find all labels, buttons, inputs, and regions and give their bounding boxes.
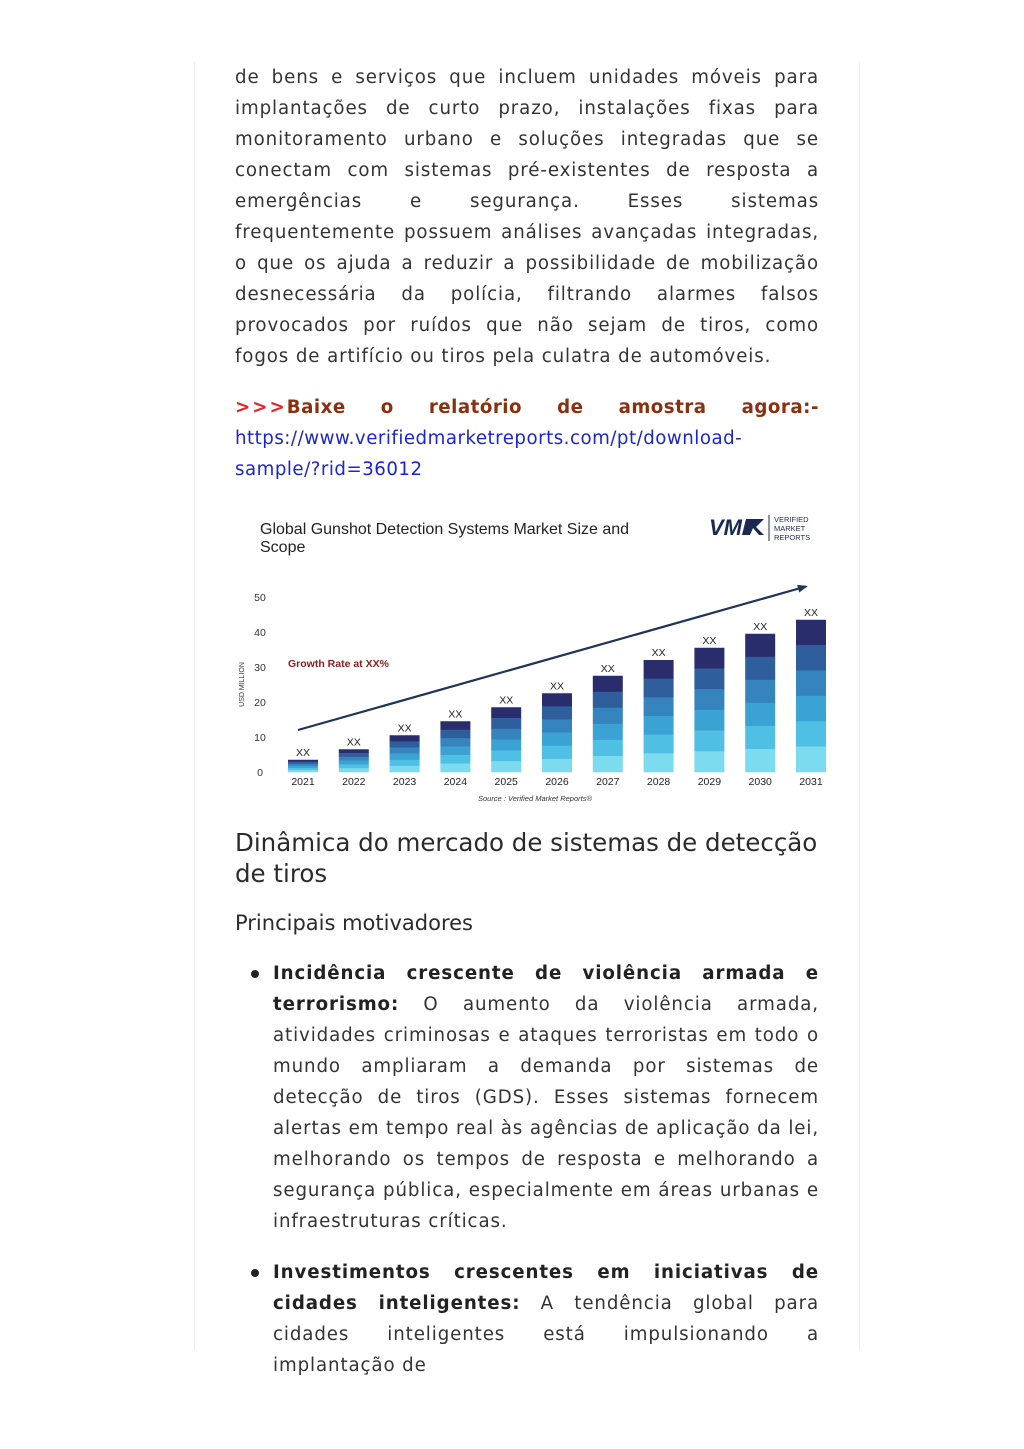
x-tick-label: 2023 (392, 776, 417, 788)
x-tick-label: 2024 (443, 776, 468, 788)
bar-data-label: XX (803, 606, 819, 619)
intro-paragraph: de bens e serviços que incluem unidades móveis para implantações de curto prazo, instalações fixas para monitoramento urbano e soluções integradas que se conectam com sistemas pré-existentes de resposta a emergências e segurança. Esses sistemas frequentemente possuem análises avançadas integradas, o que os ajuda a reduzir a possibilidade de mobilização desnecessária da polícia, filtrando alarmes falsos provocados por ruídos que não sejam de tiros, como fogos de artifício ou tiros pela culatra de automóveis. (235, 67, 819, 367)
bar-segment (491, 750, 521, 761)
bar-segment (288, 762, 318, 764)
bar-segment (542, 733, 572, 746)
download-sample-link[interactable]: https://www.verifiedmarketreports.com/pt/download-sample/?rid=36012 (235, 428, 743, 480)
bar-segment (694, 648, 724, 669)
x-tick-label: 2025 (494, 776, 518, 788)
bar-segment (644, 660, 674, 679)
bar-segment (745, 634, 775, 657)
bar-segment (440, 721, 470, 730)
bar-segment (440, 730, 470, 739)
drivers-list (235, 958, 819, 1381)
y-tick-label: 10 (254, 732, 266, 744)
bar-segment (491, 707, 521, 718)
bar-segment (644, 735, 674, 754)
bar-segment (440, 738, 470, 747)
bar-segment (593, 740, 623, 756)
bar-segment (796, 645, 826, 671)
bar-segment (339, 749, 369, 753)
bar-segment (390, 748, 420, 754)
x-tick-label: 2031 (799, 776, 823, 788)
bar-segment (796, 721, 826, 747)
bar-segment (288, 770, 318, 772)
vmr-logo-text-2: MARKET (774, 524, 806, 533)
bar-segment (745, 680, 775, 703)
bar-segment (339, 768, 369, 772)
market-size-chart-svg (235, 505, 823, 807)
y-tick-label: 30 (254, 662, 266, 674)
bar-segment (694, 751, 724, 772)
bar-segment (339, 757, 369, 761)
bar-segment (694, 731, 724, 752)
bar-segment (644, 753, 674, 772)
y-axis-label: USD MILLION (239, 662, 246, 707)
bar-data-label: XX (753, 620, 768, 633)
bar-segment (542, 693, 572, 706)
bar-segment (694, 689, 724, 710)
x-tick-label: 2022 (342, 776, 366, 788)
bar-segment (491, 729, 521, 740)
driver-item (235, 958, 819, 1237)
bar-segment (491, 718, 521, 729)
x-tick-label: 2030 (748, 776, 772, 788)
vmr-logo-mark: VM (709, 515, 742, 540)
driver-item (235, 1257, 819, 1381)
bar-segment (593, 724, 623, 740)
bar-segment (542, 706, 572, 719)
bar-segment (390, 741, 420, 747)
cta-arrows: >>> (235, 397, 287, 418)
bar (745, 621, 775, 773)
chart-title-line-1: Global Gunshot Detection Systems Market Size and (260, 521, 630, 538)
x-tick-label: 2021 (291, 776, 315, 788)
bar-data-label: XX (499, 694, 514, 707)
bar-segment (593, 676, 623, 692)
bar (593, 663, 623, 773)
bar-segment (339, 753, 369, 757)
bar-segment (288, 766, 318, 768)
bar-segment (694, 668, 724, 689)
bar-segment (542, 759, 572, 772)
bar-segment (440, 755, 470, 764)
bar-data-label: XX (549, 680, 565, 693)
bar (542, 680, 572, 772)
bar-segment (796, 747, 826, 773)
bar-segment (542, 720, 572, 733)
bar-segment (440, 764, 470, 773)
driver-item-text: O aumento da violência armada, atividades criminosas e ataques terroristas em todo o mundo ampliaram a demanda por sistemas de detecção de tiros (GDS). Esses sistemas fornecem alertas em tempo real às agências de aplicação da lei, melhorando os tempos de resposta e melhorando a segurança pública, especialmente em áreas urbanas e infraestruturas críticas. (273, 994, 819, 1232)
bar-data-label: XX (346, 736, 361, 749)
cta-text: Baixe o relatório de amostra agora:- (286, 397, 819, 418)
subsection-title: Principais motivadores (235, 911, 473, 935)
y-tick-label: 0 (257, 767, 263, 779)
y-tick-label: 40 (254, 627, 266, 639)
bar-segment (288, 764, 318, 766)
bar-data-label: XX (397, 722, 412, 735)
section-title: Dinâmica do mercado de sistemas de detecção de tiros (235, 828, 818, 888)
bar-segment (644, 679, 674, 698)
growth-rate-annotation: Growth Rate at XX% (288, 658, 389, 670)
bar-segment (796, 696, 826, 722)
bar-segment (339, 764, 369, 768)
bar (796, 607, 826, 773)
bar-segment (440, 747, 470, 756)
chart-title-line-2: Scope (260, 539, 306, 556)
bar (644, 647, 674, 772)
bar-segment (644, 697, 674, 716)
bar-segment (542, 746, 572, 759)
market-size-chart (235, 505, 823, 807)
driver-item-heading: Investimentos crescentes em iniciativas de cidades inteligentes: (273, 1262, 819, 1314)
bar-segment (745, 657, 775, 680)
bullet-dot-icon (251, 970, 259, 978)
bar-data-label: XX (600, 662, 615, 675)
driver-item-text: A tendência global para cidades inteligentes está impulsionando a implantação de (273, 1293, 819, 1376)
y-tick-label: 20 (254, 697, 266, 709)
y-tick-label: 50 (254, 592, 266, 604)
bar-segment (796, 620, 826, 646)
bar-segment (745, 726, 775, 749)
bar-segment (745, 703, 775, 726)
bar-segment (593, 708, 623, 724)
bar-data-label: XX (702, 634, 717, 647)
vmr-logo-text-3: REPORTS (774, 533, 811, 542)
document-page (194, 62, 860, 1376)
download-sample-cta (235, 392, 819, 485)
bar-segment (491, 761, 521, 772)
bar-segment (390, 766, 420, 772)
bar-segment (745, 749, 775, 772)
bar-segment (339, 761, 369, 765)
bar-segment (390, 754, 420, 760)
bar-data-label: XX (295, 746, 311, 759)
bar-segment (796, 671, 826, 697)
bar-segment (288, 760, 318, 762)
driver-item-heading: Incidência crescente de violência armada e terrorismo: (273, 963, 819, 1015)
bar-segment (288, 768, 318, 770)
bar (694, 635, 724, 773)
chart-background (235, 505, 819, 807)
bar-data-label: XX (651, 647, 666, 659)
bar-data-label: XX (448, 708, 463, 721)
x-tick-label: 2027 (596, 776, 620, 788)
chart-source: Source : Verified Market Reports® (477, 794, 593, 803)
bar-segment (593, 692, 623, 708)
bar-segment (390, 760, 420, 766)
x-tick-label: 2026 (545, 776, 569, 788)
bar-segment (593, 756, 623, 772)
bar-segment (694, 710, 724, 731)
vmr-logo-text-1: VERIFIED (774, 515, 809, 524)
x-tick-label: 2028 (646, 776, 671, 788)
cta-heading (235, 392, 819, 423)
bullet-dot-icon (251, 1269, 259, 1277)
bar-segment (390, 735, 420, 741)
bar-segment (491, 740, 521, 751)
bar-segment (644, 716, 674, 735)
x-tick-label: 2029 (697, 776, 722, 788)
